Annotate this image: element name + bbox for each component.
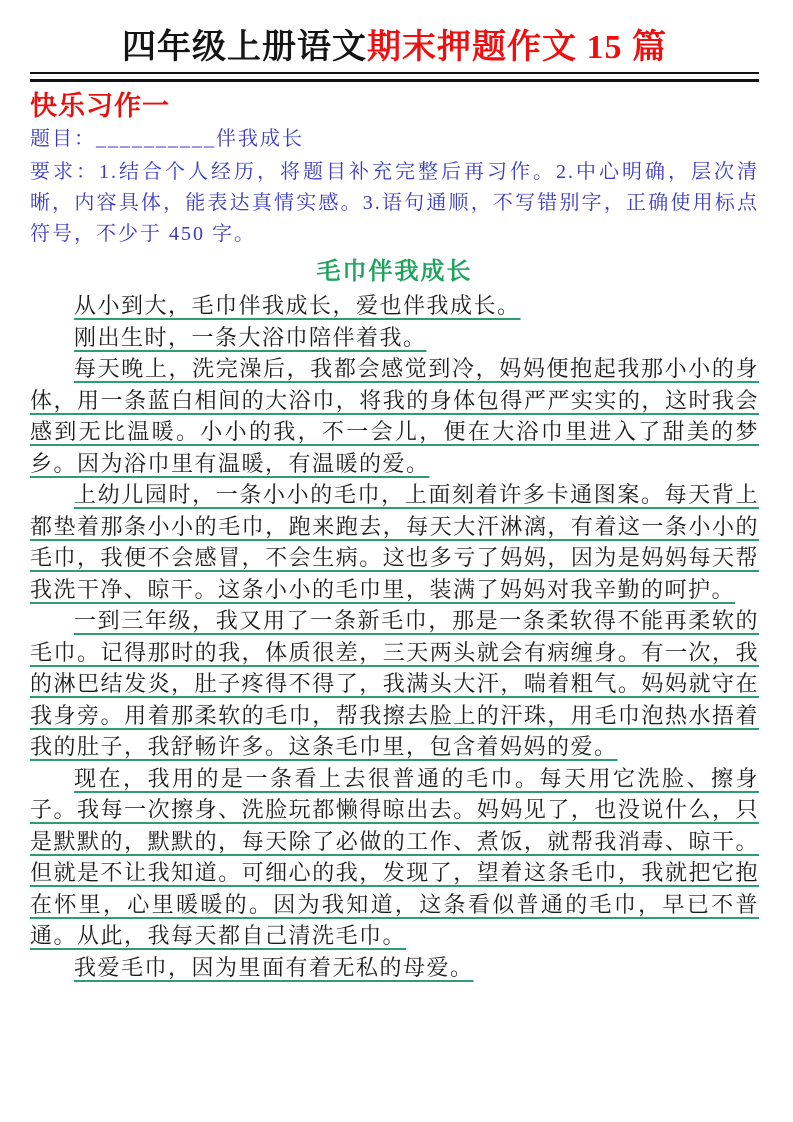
document-title-red-part: 期末押题作文 15 篇	[367, 29, 667, 66]
essay-paragraph-2: 刚出生时，一条大浴巾陪伴着我。	[74, 324, 427, 350]
essay-paragraph-3: 每天晚上，洗完澡后，我都会感觉到冷，妈妈便抱起我那小小的身体，用一条蓝白相间的大浴巾，将我的身体包得严严实实的，这时我会感到无比温暖。小小的我，不一会儿，便在大浴巾里进入了甜美的梦乡。因为浴巾里有温暖，有温暖的爱。	[30, 356, 759, 476]
essay-requirements: 要求：1.结合个人经历，将题目补充完整后再习作。2.中心明确，层次清晰，内容具体，能表达真情实感。3.语句通顺，不写错别字，正确使用标点符号，不少于 450 字。	[30, 161, 759, 245]
document-title-black-part: 四年级上册语文	[122, 29, 367, 66]
essay-paragraph-4: 上幼儿园时，一条小小的毛巾，上面刻着许多卡通图案。每天背上都垫着那条小小的毛巾，跑来跑去，每天大汗淋漓，有着这一条小小的毛巾，我便不会感冒，不会生病。这也多亏了妈妈，因为是妈妈每天帮我洗干净、晾干。这条小小的毛巾里，装满了妈妈对我辛勤的呵护。	[30, 482, 759, 602]
essay-paragraph-6: 现在，我用的是一条看上去很普通的毛巾。每天用它洗脸、擦身子。我每一次擦身、洗脸玩都懒得晾出去。妈妈见了，也没说什么，只是默默的，默默的，每天除了必做的工作、煮饭，就帮我消毒、晾干。但就是不让我知道。可细心的我，发现了，望着这条毛巾，我就把它抱在怀里，心里暖暖的。因为我知道，这条看似普通的毛巾，早已不普通。从此，我每天都自己清洗毛巾。	[30, 765, 759, 948]
essay-paragraph-5: 一到三年级，我又用了一条新毛巾，那是一条柔软得不能再柔软的毛巾。记得那时的我，体质很差，三天两头就会有病缠身。有一次，我的淋巴结发炎，肚子疼得不得了，我满头大汗，喘着粗气。妈妈就守在我身旁。用着那柔软的毛巾，帮我擦去脸上的汗珠，用毛巾泡热水捂着我的肚子，我舒畅许多。这条毛巾里，包含着妈妈的爱。	[30, 608, 759, 759]
essay-topic-line: 题目：__________伴我成长	[30, 128, 304, 150]
section-heading: 快乐习作一	[30, 91, 170, 121]
essay-paragraph-1: 从小到大，毛巾伴我成长，爱也伴我成长。	[74, 293, 521, 318]
essay-paragraph-7: 我爱毛巾，因为里面有着无私的母爱。	[74, 954, 474, 980]
document-title	[30, 26, 759, 70]
title-divider-rule	[30, 72, 759, 82]
essay-title: 毛巾伴我成长	[316, 259, 473, 285]
